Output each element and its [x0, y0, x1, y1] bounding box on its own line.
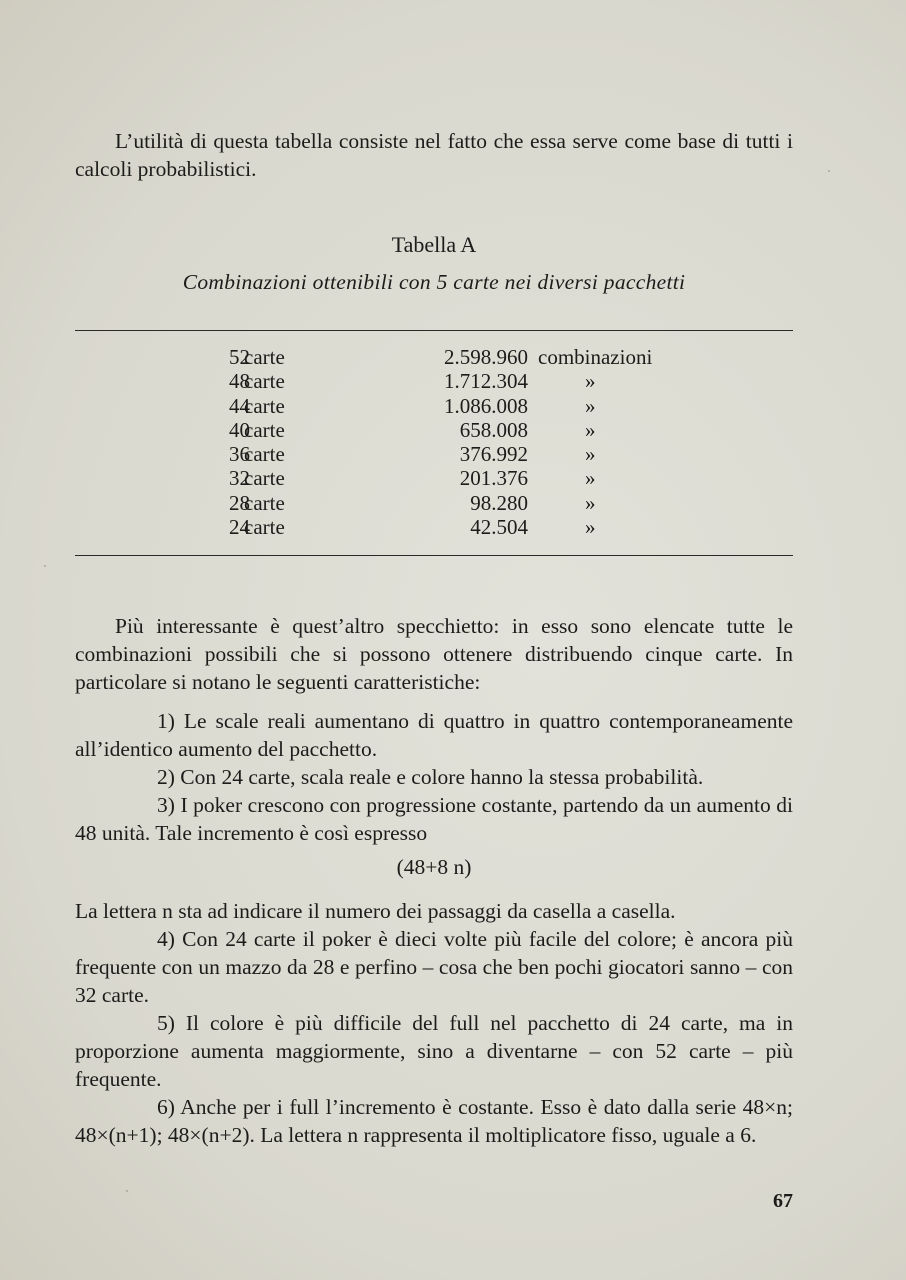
combination-count: 1.086.008	[444, 393, 528, 418]
formula: (48+8 n)	[396, 855, 472, 879]
ditto-mark: »	[585, 442, 596, 467]
table-row	[75, 491, 793, 515]
deck-unit: carte	[244, 466, 285, 491]
intro-paragraph: L’utilità di questa tabella consiste nel fatto che essa serve come base di tutti i calcoli probabilistici.	[75, 129, 793, 181]
paper-speck	[126, 1190, 128, 1192]
table-top-rule	[75, 330, 793, 331]
ditto-mark: »	[585, 393, 596, 418]
deck-size: 24	[229, 515, 250, 540]
combination-count: 2.598.960	[444, 345, 528, 369]
table-row	[75, 515, 793, 539]
deck-size: 48	[229, 369, 250, 394]
deck-size: 40	[229, 417, 250, 442]
ditto-mark: »	[585, 515, 596, 540]
page-number: 67	[773, 1190, 793, 1212]
combination-count: 376.992	[459, 442, 528, 467]
ditto-mark: »	[585, 490, 596, 515]
deck-size: 28	[229, 490, 250, 515]
deck-unit: carte	[244, 345, 285, 369]
ditto-mark: »	[585, 466, 596, 491]
ditto-mark: »	[585, 369, 596, 394]
combination-label: combinazioni	[538, 345, 653, 369]
table-title: Tabella A	[391, 232, 477, 257]
deck-size: 52	[229, 345, 250, 369]
deck-size: 36	[229, 442, 250, 467]
deck-unit: carte	[244, 442, 285, 467]
list-item: 6) Anche per i full l’incremento è costante. Esso è dato dalla serie 48×n; 48×(n+1); 48×(n+2). La lettera n rappresenta il moltiplicatore fisso, uguale a 6.	[75, 1095, 793, 1147]
body-paragraph: Più interessante è quest’altro specchietto: in esso sono elencate tutte le combinazioni possibili che si possono ottenere distribuendo cinque carte. In particolare si notano le seguenti caratteristiche:	[75, 614, 793, 694]
list-item: 1) Le scale reali aumentano di quattro in quattro contemporaneamente all’identico aumento del pacchetto.	[75, 709, 793, 761]
table-row	[75, 418, 793, 442]
combinations-table	[75, 345, 793, 539]
paper-speck	[828, 170, 830, 172]
combination-count: 42.504	[470, 515, 528, 540]
deck-unit: carte	[244, 369, 285, 394]
combination-count: 201.376	[459, 466, 528, 491]
list-item: 2) Con 24 carte, scala reale e colore hanno la stessa probabilità.	[157, 765, 704, 789]
list-item: 4) Con 24 carte il poker è dieci volte più facile del colore; è ancora più frequente con un mazzo da 28 e perfino – cosa che ben pochi giocatori sanno – con 32 carte.	[75, 927, 793, 1007]
list-item: 3) I poker crescono con progressione costante, partendo da un aumento di 48 unità. Tale incremento è così espresso	[75, 793, 793, 845]
deck-unit: carte	[244, 490, 285, 515]
ditto-mark: »	[585, 417, 596, 442]
table-caption: Combinazioni ottenibili con 5 carte nei diversi pacchetti	[182, 270, 686, 294]
deck-unit: carte	[244, 393, 285, 418]
table-row	[75, 369, 793, 393]
table-row	[75, 442, 793, 466]
combination-count: 98.280	[470, 490, 528, 515]
table-bottom-rule	[75, 555, 793, 556]
characteristics-list	[75, 707, 793, 847]
combination-count: 658.008	[459, 417, 528, 442]
deck-unit: carte	[244, 417, 285, 442]
formula-note: La lettera n sta ad indicare il numero dei passaggi da casella a casella.	[75, 899, 676, 923]
deck-unit: carte	[244, 515, 285, 540]
list-item: 5) Il colore è più difficile del full nel pacchetto di 24 carte, ma in proporzione aumenta maggiormente, sino a diventarne – con 52 carte – più frequente.	[75, 1011, 793, 1091]
deck-size: 44	[229, 393, 250, 418]
table-row	[75, 345, 793, 369]
characteristics-list-continued	[75, 897, 793, 1149]
table-row	[75, 466, 793, 490]
combination-count: 1.712.304	[444, 369, 528, 394]
paper-speck	[44, 565, 46, 567]
deck-size: 32	[229, 466, 250, 491]
table-row	[75, 394, 793, 418]
